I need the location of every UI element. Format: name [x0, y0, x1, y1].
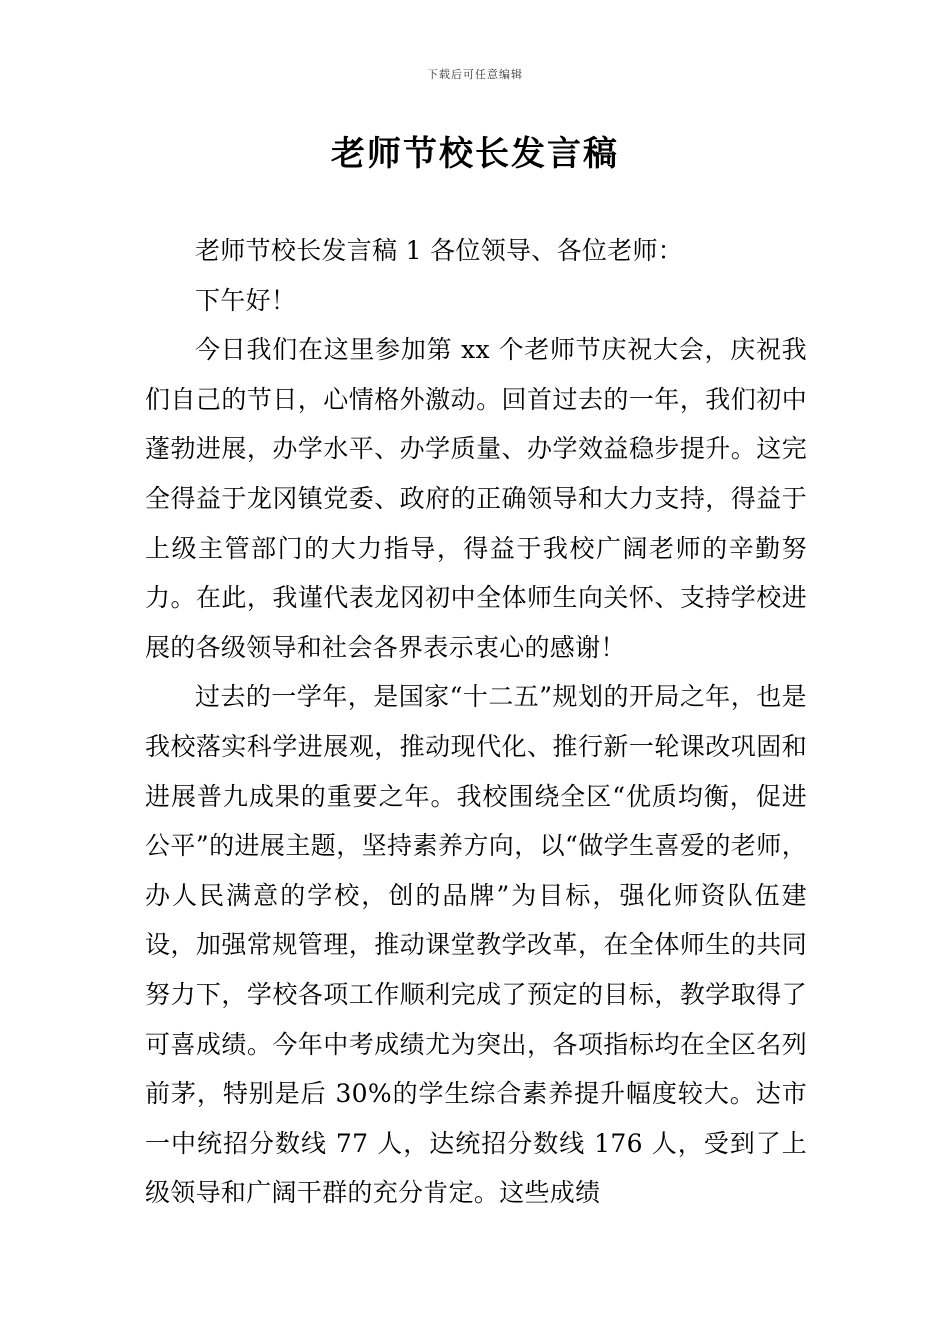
- page-header-note: 下载后可任意编辑: [427, 68, 523, 81]
- paragraph-greeting: 老师节校长发言稿 1 各位领导、各位老师：: [195, 236, 684, 265]
- paragraph-salutation: 下午好！: [195, 285, 297, 315]
- paragraph-opening: 今日我们在这里参加第 xx 个老师节庆祝大会，庆祝我们自己的节日，心情格外激动。回首过去的一年，我们初中蓬勃进展，办学水平、办学质量、办学效益稳步提升。这完全得益于龙冈镇党委、政府的正确领导和大力支持，得益于上级主管部门的大力指导，得益于我校广阔老师的辛勤努力。在此，我谨代表龙冈初中全体师生向关怀、支持学校进展的各级领导和社会各界表示衷心的感谢！: [145, 335, 807, 662]
- document-body: [145, 226, 807, 1218]
- document-title: 老师节校长发言稿: [331, 134, 619, 174]
- paragraph-review: 过去的一学年，是国家“十二五”规划的开局之年，也是我校落实科学进展观，推动现代化、推行新一轮课改巩固和进展普九成果的重要之年。我校围绕全区“优质均衡，促进公平”的进展主题，坚持素养方向，以“做学生喜爱的老师，办人民满意的学校，创的品牌”为目标，强化师资队伍建设，加强常规管理，推动课堂教学改革，在全体师生的共同努力下，学校各项工作顺利完成了预定的目标，教学取得了可喜成绩。今年中考成绩尤为突出，各项指标均在全区名列前茅，特别是后 30%的学生综合素养提升幅度较大。达市一中统招分数线 77 人，达统招分数线 176 人，受到了上级领导和广阔干群的充分肯定。这些成绩: [145, 682, 807, 1208]
